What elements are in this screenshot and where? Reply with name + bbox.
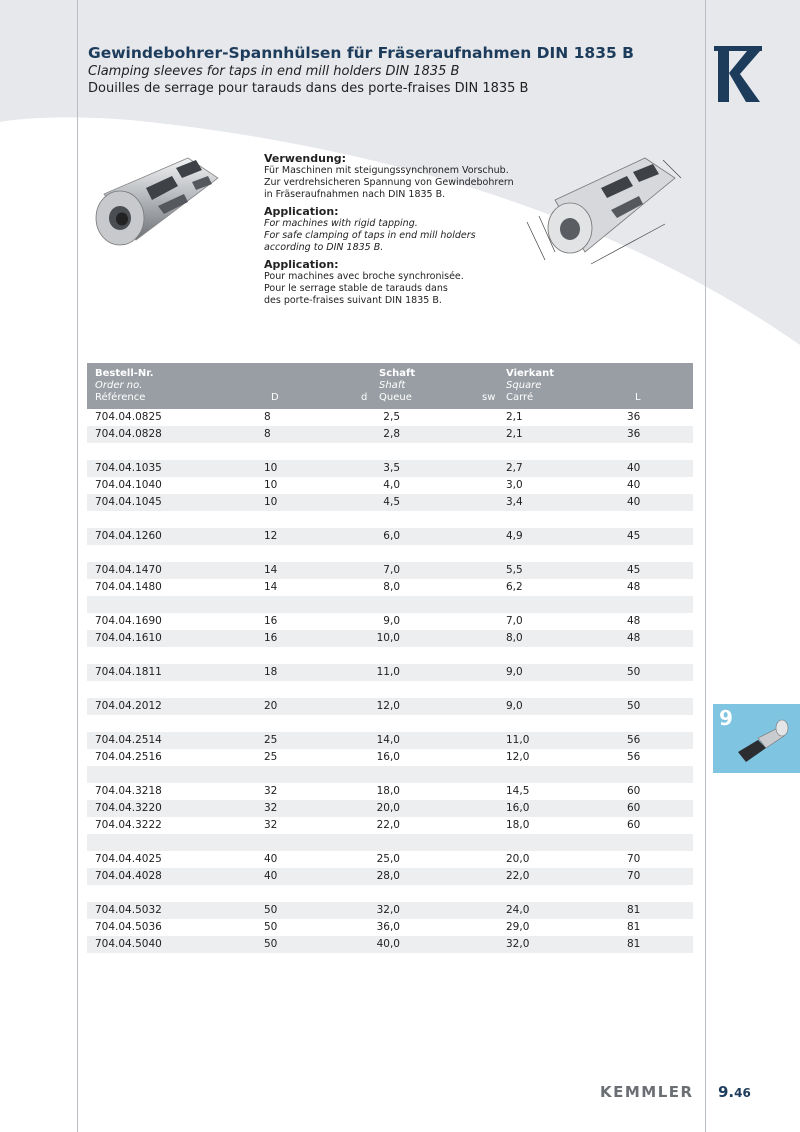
cell-l: 60 [627,785,641,797]
header-shaft-de: Schaft [379,368,416,379]
cell-d: 18 [264,666,278,678]
cell-d: 16 [264,615,278,627]
table-spacer-row [87,885,693,902]
cell-sw: 8,0 [506,632,523,644]
header-shaft-fr: Queue [379,392,412,403]
table-spacer-row [87,647,693,664]
technical-drawing [515,152,695,272]
cell-order: 704.04.5036 [95,921,162,933]
cell-d: 7,0 [383,564,400,576]
cell-d: 28,0 [376,870,400,882]
cell-d: 40 [264,853,278,865]
cell-d: 40,0 [376,938,400,950]
header-d: d [361,392,368,403]
table-header [87,363,693,409]
cell-d: 32 [264,785,278,797]
cell-order: 704.04.1470 [95,564,162,576]
table-spacer-row [87,443,693,460]
table-row [87,426,693,443]
header-square-de: Vierkant [506,368,555,379]
cell-l: 48 [627,615,641,627]
cell-d: 8 [264,411,271,423]
table-row [87,936,693,953]
header-order-de: Bestell-Nr. [95,368,154,379]
table-row [87,460,693,477]
footer-brand: KEMMLER [600,1083,694,1101]
cell-d: 4,5 [383,496,400,508]
kemmler-logo-icon [714,46,762,102]
cell-sw: 12,0 [506,751,530,763]
cell-sw: 11,0 [506,734,530,746]
table-row [87,528,693,545]
product-table [87,363,693,953]
cell-sw: 20,0 [506,853,530,865]
cell-l: 36 [627,428,641,440]
cell-d: 10,0 [376,632,400,644]
header-order-fr: Référence [95,392,146,403]
cell-d: 14 [264,581,278,593]
table-body [87,409,693,953]
cell-l: 36 [627,411,641,423]
chapter-number: 9 [719,706,733,730]
cell-order: 704.04.3222 [95,819,162,831]
cell-d: 18,0 [376,785,400,797]
table-row [87,817,693,834]
cell-sw: 4,9 [506,530,523,542]
cell-d: 6,0 [383,530,400,542]
header-square-en: Square [506,380,542,391]
table-spacer-row [87,766,693,783]
cell-l: 50 [627,666,641,678]
table-row [87,851,693,868]
cell-d: 32 [264,819,278,831]
cell-order: 704.04.1610 [95,632,162,644]
cell-d: 16,0 [376,751,400,763]
cell-l: 56 [627,734,641,746]
cell-order: 704.04.1045 [95,496,162,508]
cell-l: 40 [627,462,641,474]
cell-l: 45 [627,530,641,542]
usage-description [264,152,524,311]
cell-d: 11,0 [376,666,400,678]
page-number-major: 9. [718,1083,735,1101]
usage-de-line: in Fräseraufnahmen nach DIN 1835 B. [264,189,446,200]
cell-d: 25 [264,734,278,746]
cell-sw: 18,0 [506,819,530,831]
cell-d: 16 [264,632,278,644]
cell-l: 56 [627,751,641,763]
usage-fr-line: Pour machines avec broche synchronisée. [264,271,464,282]
table-row [87,664,693,681]
page-number [718,1083,751,1101]
left-rule [77,0,78,1132]
cell-order: 704.04.4025 [95,853,162,865]
cell-d: 9,0 [383,615,400,627]
usage-de-line: Zur verdrehsicheren Spannung von Gewindebohrern [264,177,514,188]
cell-d: 50 [264,904,278,916]
cell-sw: 16,0 [506,802,530,814]
cell-l: 60 [627,819,641,831]
usage-heading-fr: Application: [264,258,339,271]
table-row [87,902,693,919]
cell-l: 70 [627,853,641,865]
cell-d: 8,0 [383,581,400,593]
cell-l: 40 [627,496,641,508]
cell-order: 704.04.1040 [95,479,162,491]
table-row [87,477,693,494]
cell-sw: 9,0 [506,700,523,712]
table-spacer-row [87,545,693,562]
cell-sw: 3,0 [506,479,523,491]
usage-de-line: Für Maschinen mit steigungssynchronem Vorschub. [264,165,509,176]
header-shaft-en: Shaft [379,380,406,391]
table-row [87,409,693,426]
cell-d: 14,0 [376,734,400,746]
cell-order: 704.04.0828 [95,428,162,440]
cell-d: 50 [264,921,278,933]
cell-d: 50 [264,938,278,950]
cell-d: 22,0 [376,819,400,831]
cell-d: 14 [264,564,278,576]
usage-heading-de: Verwendung: [264,152,347,165]
cell-order: 704.04.1035 [95,462,162,474]
cell-l: 48 [627,581,641,593]
cell-l: 81 [627,921,641,933]
cell-d: 3,5 [383,462,400,474]
usage-en-line: For safe clamping of taps in end mill holders [264,230,476,241]
cell-sw: 29,0 [506,921,530,933]
cell-sw: 7,0 [506,615,523,627]
cell-d: 36,0 [376,921,400,933]
cell-order: 704.04.3218 [95,785,162,797]
usage-heading-en: Application: [264,205,339,218]
cell-d: 40 [264,870,278,882]
cell-order: 704.04.3220 [95,802,162,814]
title-german: Gewindebohrer-Spannhülsen für Fräseraufnahmen DIN 1835 B [88,44,634,62]
cell-d: 10 [264,496,278,508]
cell-sw: 32,0 [506,938,530,950]
cell-d: 20 [264,700,278,712]
table-row [87,919,693,936]
page-number-minor: 46 [734,1086,751,1100]
cell-l: 60 [627,802,641,814]
table-spacer-row [87,511,693,528]
cell-d: 2,8 [383,428,400,440]
cell-order: 704.04.1690 [95,615,162,627]
usage-en-line: according to DIN 1835 B. [264,242,384,253]
cell-order: 704.04.5040 [95,938,162,950]
table-row [87,562,693,579]
header-D: D [271,392,279,403]
header-square-fr: Carré [506,392,534,403]
cell-d: 25,0 [376,853,400,865]
table-row [87,749,693,766]
cell-sw: 24,0 [506,904,530,916]
usage-fr-line: des porte-fraises suivant DIN 1835 B. [264,295,442,306]
cell-sw: 9,0 [506,666,523,678]
cell-d: 8 [264,428,271,440]
clamping-sleeve-photo [80,148,230,258]
cell-l: 70 [627,870,641,882]
cell-d: 10 [264,462,278,474]
cell-l: 45 [627,564,641,576]
cell-sw: 2,1 [506,428,523,440]
table-spacer-row [87,834,693,851]
cell-sw: 2,7 [506,462,523,474]
cell-sw: 5,5 [506,564,523,576]
cell-order: 704.04.2516 [95,751,162,763]
header-L: L [635,392,641,403]
table-row [87,698,693,715]
table-spacer-row [87,596,693,613]
cell-sw: 14,5 [506,785,530,797]
cell-l: 81 [627,938,641,950]
table-spacer-row [87,715,693,732]
table-row [87,579,693,596]
cell-l: 48 [627,632,641,644]
cell-order: 704.04.1480 [95,581,162,593]
cell-d: 12,0 [376,700,400,712]
header-sw: sw [482,392,496,403]
cell-sw: 22,0 [506,870,530,882]
table-row [87,494,693,511]
cell-l: 81 [627,904,641,916]
cell-order: 704.04.2012 [95,700,162,712]
cell-l: 50 [627,700,641,712]
table-spacer-row [87,681,693,698]
cell-sw: 3,4 [506,496,523,508]
cell-order: 704.04.1811 [95,666,162,678]
cell-d: 32 [264,802,278,814]
table-row [87,800,693,817]
cell-order: 704.04.0825 [95,411,162,423]
table-row [87,630,693,647]
page-title-block [88,44,688,97]
cell-sw: 6,2 [506,581,523,593]
cell-d: 10 [264,479,278,491]
retention-knob-icon [728,712,798,770]
cell-l: 40 [627,479,641,491]
cell-d: 25 [264,751,278,763]
cell-d: 20,0 [376,802,400,814]
header-order-en: Order no. [95,380,143,391]
cell-d: 4,0 [383,479,400,491]
cell-order: 704.04.2514 [95,734,162,746]
cell-order: 704.04.1260 [95,530,162,542]
usage-fr-line: Pour le serrage stable de tarauds dans [264,283,448,294]
usage-en-line: For machines with rigid tapping. [264,218,418,229]
table-row [87,783,693,800]
table-row [87,613,693,630]
cell-sw: 2,1 [506,411,523,423]
table-row [87,732,693,749]
title-french: Douilles de serrage pour tarauds dans des porte-fraises DIN 1835 B [88,81,529,96]
cell-order: 704.04.4028 [95,870,162,882]
cell-order: 704.04.5032 [95,904,162,916]
cell-d: 32,0 [376,904,400,916]
table-row [87,868,693,885]
cell-d: 12 [264,530,278,542]
right-rule [705,0,706,1132]
title-english: Clamping sleeves for taps in end mill holders DIN 1835 B [88,64,460,79]
cell-d: 2,5 [383,411,400,423]
